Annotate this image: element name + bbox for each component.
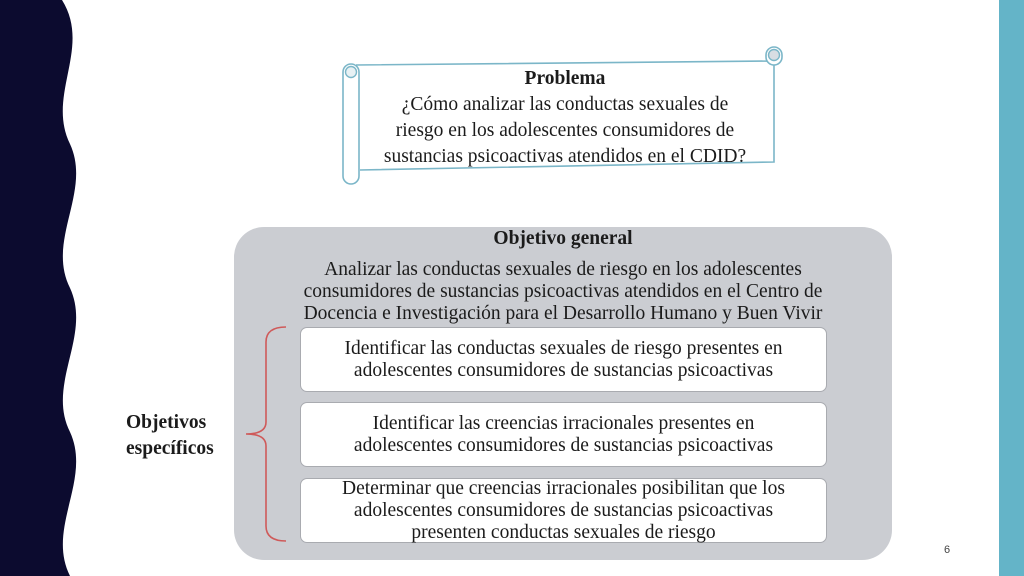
specific-objective-2	[300, 402, 827, 467]
specific-objective-line: Identificar las creencias irracionales presentes en	[372, 412, 755, 434]
left-wave-decoration	[0, 0, 90, 576]
specific-objective-line: adolescentes consumidores de sustancias psicoactivas	[353, 434, 774, 456]
brace-connector	[238, 322, 288, 546]
general-objective-line: consumidores de sustancias psicoactivas atendidos en el Centro de	[303, 281, 823, 302]
specific-objective-line: adolescentes consumidores de sustancias psicoactivas	[353, 359, 774, 381]
specific-objectives-label-line: específicos	[126, 438, 214, 459]
problem-title: Problema	[524, 68, 606, 89]
specific-objective-line: Determinar que creencias irracionales posibilitan que los	[342, 477, 785, 499]
problem-line: sustancias psicoactivas atendidos en el CDID?	[383, 146, 747, 167]
specific-objective-line: adolescentes consumidores de sustancias psicoactivas	[353, 499, 774, 521]
specific-objectives-label-line: Objetivos	[126, 412, 207, 433]
specific-objective-3	[300, 478, 827, 543]
problem-line: riesgo en los adolescentes consumidores de	[395, 120, 735, 141]
problem-statement	[362, 66, 768, 170]
specific-objectives-label	[126, 410, 236, 462]
right-accent-band	[999, 0, 1024, 576]
general-objective-line: Analizar las conductas sexuales de riesgo en los adolescentes	[324, 259, 802, 280]
specific-objective-1	[300, 327, 827, 392]
problem-line: ¿Cómo analizar las conductas sexuales de	[401, 94, 729, 115]
general-objective-title: Objetivo general	[493, 228, 633, 249]
general-objective-line: Docencia e Investigación para el Desarrollo Humano y Buen Vivir	[303, 303, 823, 324]
general-objective-text	[262, 259, 864, 325]
specific-objective-line: presenten conductas sexuales de riesgo	[411, 521, 716, 543]
specific-objective-line: Identificar las conductas sexuales de riesgo presentes en	[344, 337, 783, 359]
page-number: 6	[943, 544, 951, 556]
